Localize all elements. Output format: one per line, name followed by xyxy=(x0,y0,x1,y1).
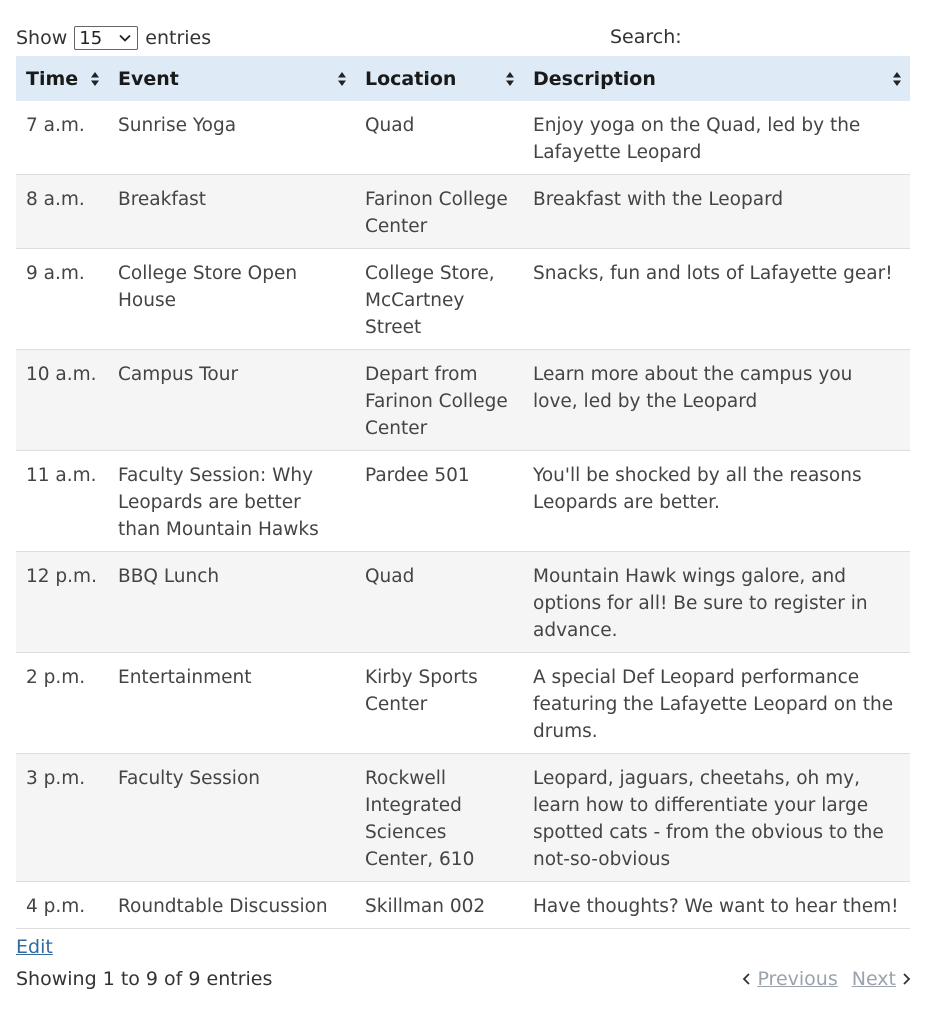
cell-event: Sunrise Yoga xyxy=(108,101,355,175)
cell-time: 3 p.m. xyxy=(16,754,108,882)
table-header-row xyxy=(16,56,910,101)
cell-location: Rockwell Integrated Sciences Center, 610 xyxy=(355,754,523,882)
cell-location: Quad xyxy=(355,101,523,175)
cell-time: 11 a.m. xyxy=(16,451,108,552)
cell-description: Mountain Hawk wings galore, and options for all! Be sure to register in advance. xyxy=(523,552,910,653)
cell-location: Kirby Sports Center xyxy=(355,653,523,754)
cell-event: Faculty Session: Why Leopards are better than Mountain Hawks xyxy=(108,451,355,552)
cell-event: Campus Tour xyxy=(108,350,355,451)
pagination xyxy=(741,968,912,990)
chevron-left-icon xyxy=(741,972,753,986)
column-header-description[interactable] xyxy=(523,56,910,101)
table-row xyxy=(16,451,910,552)
cell-event: Entertainment xyxy=(108,653,355,754)
cell-time: 9 a.m. xyxy=(16,249,108,350)
cell-location: Quad xyxy=(355,552,523,653)
table-row xyxy=(16,175,910,249)
length-control xyxy=(16,26,211,50)
cell-event: College Store Open House xyxy=(108,249,355,350)
cell-event: Breakfast xyxy=(108,175,355,249)
cell-location: Skillman 002 xyxy=(355,882,523,929)
cell-event: Roundtable Discussion xyxy=(108,882,355,929)
cell-time: 4 p.m. xyxy=(16,882,108,929)
column-header-label: Location xyxy=(365,67,457,90)
cell-time: 12 p.m. xyxy=(16,552,108,653)
cell-description: Leopard, jaguars, cheetahs, oh my, learn how to differentiate your large spotted cats - from the obvious to the not-so-obvious xyxy=(523,754,910,882)
sort-icon xyxy=(90,71,100,87)
entries-per-page-value: 15 xyxy=(79,27,103,49)
previous-button[interactable]: Previous xyxy=(757,968,838,990)
sort-icon xyxy=(505,71,515,87)
cell-time: 7 a.m. xyxy=(16,101,108,175)
cell-location: College Store, McCartney Street xyxy=(355,249,523,350)
cell-time: 8 a.m. xyxy=(16,175,108,249)
table-row xyxy=(16,552,910,653)
column-header-event[interactable] xyxy=(108,56,355,101)
table-row xyxy=(16,101,910,175)
column-header-label: Time xyxy=(26,67,79,90)
chevron-down-icon xyxy=(117,30,133,46)
column-header-label: Description xyxy=(533,67,656,90)
cell-time: 2 p.m. xyxy=(16,653,108,754)
sort-icon xyxy=(892,71,902,87)
cell-location: Farinon College Center xyxy=(355,175,523,249)
table-row xyxy=(16,350,910,451)
cell-time: 10 a.m. xyxy=(16,350,108,451)
next-button[interactable]: Next xyxy=(851,968,896,990)
cell-location: Pardee 501 xyxy=(355,451,523,552)
cell-description: Have thoughts? We want to hear them! xyxy=(523,882,910,929)
length-suffix: entries xyxy=(145,27,212,49)
cell-description: Snacks, fun and lots of Lafayette gear! xyxy=(523,249,910,350)
table-row xyxy=(16,754,910,882)
cell-location: Depart from Farinon College Center xyxy=(355,350,523,451)
edit-link[interactable]: Edit xyxy=(16,936,53,958)
column-header-location[interactable] xyxy=(355,56,523,101)
cell-description: Learn more about the campus you love, led by the Leopard xyxy=(523,350,910,451)
cell-description: Breakfast with the Leopard xyxy=(523,175,910,249)
sort-icon xyxy=(337,71,347,87)
cell-description: You'll be shocked by all the reasons Leopards are better. xyxy=(523,451,910,552)
table-row xyxy=(16,249,910,350)
column-header-label: Event xyxy=(118,67,179,90)
search-control xyxy=(610,26,682,48)
length-prefix: Show xyxy=(16,27,68,49)
table-info: Showing 1 to 9 of 9 entries xyxy=(16,968,273,990)
search-label: Search: xyxy=(610,26,682,48)
cell-description: Enjoy yoga on the Quad, led by the Lafayette Leopard xyxy=(523,101,910,175)
entries-per-page-select[interactable] xyxy=(74,26,138,50)
cell-description: A special Def Leopard performance featuring the Lafayette Leopard on the drums. xyxy=(523,653,910,754)
cell-event: BBQ Lunch xyxy=(108,552,355,653)
events-table xyxy=(16,56,910,929)
table-row xyxy=(16,882,910,929)
chevron-right-icon xyxy=(900,972,912,986)
cell-event: Faculty Session xyxy=(108,754,355,882)
column-header-time[interactable] xyxy=(16,56,108,101)
table-row xyxy=(16,653,910,754)
